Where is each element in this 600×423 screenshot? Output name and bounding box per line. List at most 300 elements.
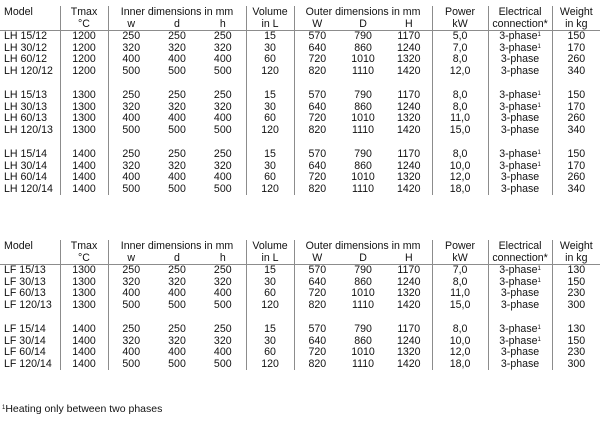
electrical-cell xyxy=(488,66,552,78)
footnote-ref: 1 xyxy=(537,32,541,39)
spacer-cell xyxy=(0,136,60,149)
electrical-value: 3-phase xyxy=(500,53,540,66)
inner-h-cell: 500 xyxy=(213,357,232,370)
outer-h-cell: 1170 xyxy=(397,30,421,43)
electrical-cell xyxy=(488,300,552,312)
tmax-cell: 1400 xyxy=(60,359,108,371)
spacer-cell xyxy=(154,136,200,149)
header-outer-d: D xyxy=(340,18,386,31)
header-outer-w: W xyxy=(294,18,340,31)
header-tmax-unit: °C xyxy=(60,252,108,265)
weight-cell: 170 xyxy=(552,43,600,55)
outer-w-cell: 820 xyxy=(294,66,340,78)
weight-cell: 340 xyxy=(552,66,600,78)
header-electrical-sub: connection* xyxy=(488,252,552,265)
inner-w-cell: 400 xyxy=(108,54,154,66)
power-cell: 15,0 xyxy=(432,125,488,137)
table-row xyxy=(0,66,600,78)
outer-d-cell: 1010 xyxy=(351,171,375,184)
footnote-ref: 1 xyxy=(537,150,541,157)
volume-cell: 120 xyxy=(246,66,294,78)
header-volume: Volume xyxy=(246,6,294,18)
outer-d-cell: 860 xyxy=(354,334,372,347)
volume-cell: 60 xyxy=(246,288,294,300)
volume-cell: 120 xyxy=(246,300,294,312)
electrical-value: 3-phase xyxy=(499,323,538,336)
model-cell: LH 60/14 xyxy=(4,171,47,184)
outer-w-cell: 720 xyxy=(294,288,340,300)
inner-w-cell: 250 xyxy=(108,31,154,43)
header-tmax: Tmax xyxy=(60,6,108,18)
power-cell: 18,0 xyxy=(432,184,488,196)
model-cell: LF 60/13 xyxy=(4,287,46,300)
spacer-cell xyxy=(60,136,108,149)
lh-spec-table xyxy=(0,6,600,195)
outer-d-cell: 1110 xyxy=(352,298,375,311)
inner-h-cell: 250 xyxy=(213,148,232,161)
header-inner-w: w xyxy=(108,18,154,31)
header-electrical: Electrical xyxy=(488,6,552,18)
footnote-ref: 1 xyxy=(537,325,541,332)
weight-cell: 150 xyxy=(552,336,600,348)
power-cell: 12,0 xyxy=(432,347,488,359)
spacer-cell xyxy=(340,136,386,149)
table-row xyxy=(0,265,600,277)
inner-h-cell: 250 xyxy=(213,89,232,102)
spacer-cell xyxy=(60,77,108,90)
model-cell: LH 120/14 xyxy=(4,182,53,195)
electrical-cell xyxy=(488,184,552,196)
weight-cell: 300 xyxy=(552,359,600,371)
header-volume: Volume xyxy=(246,240,294,252)
electrical-cell xyxy=(488,265,552,277)
inner-h-cell: 500 xyxy=(213,298,232,311)
spacer-cell xyxy=(552,311,600,324)
spacer-cell xyxy=(432,136,488,149)
weight-cell: 130 xyxy=(552,265,600,277)
header-inner-h: h xyxy=(200,252,246,265)
electrical-value: 3-phase xyxy=(499,264,538,277)
outer-h-cell: 1420 xyxy=(397,298,421,311)
inner-h-cell: 400 xyxy=(213,171,232,184)
inner-w-cell: 500 xyxy=(108,66,154,78)
outer-d-cell: 1110 xyxy=(352,182,375,195)
footnote-ref: 1 xyxy=(537,102,541,109)
spacer-cell xyxy=(432,77,488,90)
power-cell: 10,0 xyxy=(432,336,488,348)
inner-w-cell: 500 xyxy=(108,300,154,312)
volume-cell: 60 xyxy=(246,113,294,125)
model-cell: LH 15/13 xyxy=(4,89,47,102)
outer-w-cell: 720 xyxy=(294,113,340,125)
header-volume-unit: in L xyxy=(246,252,294,265)
volume-cell: 120 xyxy=(246,359,294,371)
outer-h-cell: 1240 xyxy=(397,159,421,172)
outer-d-cell: 1110 xyxy=(352,64,375,77)
header-power-unit: kW xyxy=(432,18,488,31)
volume-cell: 15 xyxy=(246,90,294,102)
header-outer-d: D xyxy=(340,252,386,265)
table-row xyxy=(0,31,600,43)
lf-spec-table xyxy=(0,240,600,370)
inner-w-cell: 250 xyxy=(108,265,154,277)
inner-d-cell: 500 xyxy=(168,182,186,195)
outer-h-cell: 1420 xyxy=(397,182,421,195)
inner-h-cell: 400 xyxy=(213,53,232,66)
outer-h-cell: 1320 xyxy=(397,287,421,300)
outer-h-cell: 1320 xyxy=(397,346,421,359)
footnote-ref: 1 xyxy=(537,43,541,50)
electrical-value: 3-phase xyxy=(500,182,540,195)
inner-d-cell: 320 xyxy=(168,275,186,288)
header-outer-dimensions: Outer dimensions in mm xyxy=(294,6,432,18)
volume-cell: 15 xyxy=(246,324,294,336)
inner-w-cell: 320 xyxy=(108,161,154,173)
volume-cell: 15 xyxy=(246,149,294,161)
outer-w-cell: 570 xyxy=(294,149,340,161)
electrical-value: 3-phase xyxy=(499,100,538,113)
outer-d-cell: 1010 xyxy=(351,346,375,359)
model-cell: LH 120/13 xyxy=(4,123,53,136)
model-cell: LF 15/13 xyxy=(4,264,46,277)
outer-w-cell: 640 xyxy=(294,161,340,173)
spacer-cell xyxy=(552,77,600,90)
outer-h-cell: 1420 xyxy=(397,64,421,77)
inner-h-cell: 500 xyxy=(213,64,232,77)
inner-w-cell: 250 xyxy=(108,149,154,161)
outer-h-cell: 1320 xyxy=(397,53,421,66)
inner-h-cell: 250 xyxy=(213,30,232,43)
inner-h-cell: 400 xyxy=(213,287,232,300)
outer-w-cell: 570 xyxy=(294,265,340,277)
weight-cell: 340 xyxy=(552,184,600,196)
outer-d-cell: 1110 xyxy=(352,123,375,136)
inner-h-cell: 320 xyxy=(213,334,232,347)
volume-cell: 30 xyxy=(246,336,294,348)
model-cell: LH 30/13 xyxy=(4,100,47,113)
inner-d-cell: 250 xyxy=(168,323,186,336)
footnote xyxy=(2,403,162,415)
tmax-cell: 1200 xyxy=(60,43,108,55)
weight-cell: 150 xyxy=(552,277,600,289)
tmax-cell: 1400 xyxy=(60,172,108,184)
inner-d-cell: 400 xyxy=(168,112,186,125)
spacer-cell xyxy=(200,136,246,149)
electrical-value: 3-phase xyxy=(499,159,538,172)
tmax-cell: 1400 xyxy=(60,324,108,336)
outer-w-cell: 570 xyxy=(294,31,340,43)
header-weight: Weight xyxy=(552,6,600,18)
model-cell: LH 30/12 xyxy=(4,41,47,54)
tmax-cell: 1400 xyxy=(60,161,108,173)
spacer-cell xyxy=(154,77,200,90)
weight-cell: 170 xyxy=(552,102,600,114)
weight-cell: 260 xyxy=(552,54,600,66)
outer-w-cell: 640 xyxy=(294,43,340,55)
model-cell: LH 30/14 xyxy=(4,159,47,172)
outer-h-cell: 1170 xyxy=(397,89,421,102)
spacer-cell xyxy=(294,136,340,149)
volume-cell: 15 xyxy=(246,265,294,277)
footnote-ref: 1 xyxy=(537,266,541,273)
power-cell: 8,0 xyxy=(432,54,488,66)
header-weight-unit: in kg xyxy=(552,252,600,265)
inner-h-cell: 320 xyxy=(213,41,232,54)
outer-h-cell: 1170 xyxy=(397,264,421,277)
inner-w-cell: 400 xyxy=(108,172,154,184)
outer-d-cell: 790 xyxy=(354,89,372,102)
inner-w-cell: 250 xyxy=(108,324,154,336)
weight-cell: 150 xyxy=(552,31,600,43)
outer-w-cell: 720 xyxy=(294,54,340,66)
inner-w-cell: 320 xyxy=(108,336,154,348)
table-row xyxy=(0,300,600,312)
header-inner-dimensions: Inner dimensions in mm xyxy=(108,240,246,252)
footnote-text: Heating only between two phases xyxy=(5,403,163,415)
model-cell: LF 120/13 xyxy=(4,298,52,311)
outer-w-cell: 820 xyxy=(294,300,340,312)
table-row xyxy=(0,125,600,137)
weight-cell: 300 xyxy=(552,300,600,312)
footnote-ref: 1 xyxy=(537,277,541,284)
tmax-cell: 1300 xyxy=(60,125,108,137)
outer-h-cell: 1170 xyxy=(397,323,421,336)
inner-h-cell: 320 xyxy=(213,159,232,172)
outer-h-cell: 1170 xyxy=(397,148,421,161)
header-model: Model xyxy=(4,5,33,18)
outer-h-cell: 1240 xyxy=(397,275,421,288)
electrical-value: 3-phase xyxy=(499,334,538,347)
electrical-value: 3-phase xyxy=(500,357,540,370)
power-cell: 12,0 xyxy=(432,66,488,78)
inner-w-cell: 400 xyxy=(108,347,154,359)
volume-cell: 60 xyxy=(246,172,294,184)
electrical-value: 3-phase xyxy=(500,287,540,300)
inner-d-cell: 320 xyxy=(168,159,186,172)
spacer-cell xyxy=(154,311,200,324)
spacer-cell xyxy=(340,77,386,90)
outer-w-cell: 640 xyxy=(294,102,340,114)
inner-h-cell: 250 xyxy=(213,264,232,277)
tmax-cell: 1400 xyxy=(60,336,108,348)
volume-cell: 30 xyxy=(246,277,294,289)
weight-cell: 260 xyxy=(552,113,600,125)
inner-d-cell: 250 xyxy=(168,30,186,43)
model-cell: LH 15/12 xyxy=(4,30,47,43)
footnote-ref: 1 xyxy=(537,91,541,98)
outer-w-cell: 640 xyxy=(294,277,340,289)
tmax-cell: 1200 xyxy=(60,54,108,66)
table-row xyxy=(0,184,600,196)
electrical-value: 3-phase xyxy=(499,30,538,43)
tmax-cell: 1300 xyxy=(60,113,108,125)
inner-w-cell: 320 xyxy=(108,277,154,289)
inner-w-cell: 320 xyxy=(108,43,154,55)
power-cell: 10,0 xyxy=(432,161,488,173)
power-cell: 7,0 xyxy=(432,43,488,55)
inner-w-cell: 500 xyxy=(108,184,154,196)
spacer-cell xyxy=(0,311,60,324)
outer-w-cell: 640 xyxy=(294,336,340,348)
outer-w-cell: 570 xyxy=(294,90,340,102)
inner-d-cell: 320 xyxy=(168,334,186,347)
footnote-ref: 1 xyxy=(537,336,541,343)
tmax-cell: 1300 xyxy=(60,277,108,289)
header-inner-d: d xyxy=(154,252,200,265)
power-cell: 8,0 xyxy=(432,324,488,336)
power-cell: 15,0 xyxy=(432,300,488,312)
power-cell: 8,0 xyxy=(432,102,488,114)
inner-d-cell: 400 xyxy=(168,53,186,66)
spacer-cell xyxy=(386,77,432,90)
header-outer-w: W xyxy=(294,252,340,265)
electrical-cell xyxy=(488,125,552,137)
spacer-cell xyxy=(200,77,246,90)
spacer-cell xyxy=(488,311,552,324)
header-model-blank xyxy=(0,252,60,265)
footnote-ref: 1 xyxy=(537,161,541,168)
inner-w-cell: 320 xyxy=(108,102,154,114)
power-cell: 11,0 xyxy=(432,113,488,125)
spacer-cell xyxy=(108,77,154,90)
spacer-cell xyxy=(340,311,386,324)
inner-h-cell: 500 xyxy=(213,123,232,136)
electrical-value: 3-phase xyxy=(500,64,540,77)
header-inner-w: w xyxy=(108,252,154,265)
spacer-cell xyxy=(432,311,488,324)
power-cell: 12,0 xyxy=(432,172,488,184)
spacer-cell xyxy=(488,77,552,90)
inner-d-cell: 320 xyxy=(168,41,186,54)
tmax-cell: 1300 xyxy=(60,288,108,300)
tmax-cell: 1300 xyxy=(60,265,108,277)
weight-cell: 170 xyxy=(552,161,600,173)
header-volume-unit: in L xyxy=(246,18,294,31)
weight-cell: 130 xyxy=(552,324,600,336)
outer-w-cell: 720 xyxy=(294,172,340,184)
inner-w-cell: 400 xyxy=(108,113,154,125)
volume-cell: 120 xyxy=(246,125,294,137)
outer-h-cell: 1420 xyxy=(397,123,421,136)
outer-w-cell: 720 xyxy=(294,347,340,359)
outer-w-cell: 820 xyxy=(294,125,340,137)
spacer-cell xyxy=(108,136,154,149)
volume-cell: 60 xyxy=(246,347,294,359)
weight-cell: 150 xyxy=(552,149,600,161)
volume-cell: 30 xyxy=(246,161,294,173)
tmax-cell: 1400 xyxy=(60,347,108,359)
volume-cell: 120 xyxy=(246,184,294,196)
tmax-cell: 1300 xyxy=(60,300,108,312)
tmax-cell: 1400 xyxy=(60,184,108,196)
inner-w-cell: 500 xyxy=(108,359,154,371)
electrical-value: 3-phase xyxy=(499,41,538,54)
inner-d-cell: 500 xyxy=(168,298,186,311)
inner-w-cell: 500 xyxy=(108,125,154,137)
inner-d-cell: 250 xyxy=(168,89,186,102)
header-power-unit: kW xyxy=(432,252,488,265)
header-inner-d: d xyxy=(154,18,200,31)
weight-cell: 230 xyxy=(552,347,600,359)
header-power: Power xyxy=(432,240,488,252)
spacer-cell xyxy=(386,136,432,149)
spacer-cell xyxy=(294,311,340,324)
inner-d-cell: 250 xyxy=(168,148,186,161)
model-cell: LH 120/12 xyxy=(4,64,53,77)
header-weight-unit: in kg xyxy=(552,18,600,31)
outer-d-cell: 790 xyxy=(354,264,372,277)
volume-cell: 15 xyxy=(246,31,294,43)
inner-h-cell: 320 xyxy=(213,100,232,113)
outer-d-cell: 790 xyxy=(354,30,372,43)
outer-d-cell: 860 xyxy=(354,41,372,54)
outer-h-cell: 1240 xyxy=(397,41,421,54)
header-tmax: Tmax xyxy=(60,240,108,252)
electrical-value: 3-phase xyxy=(500,298,540,311)
model-cell: LH 60/12 xyxy=(4,53,47,66)
outer-d-cell: 860 xyxy=(354,275,372,288)
model-cell: LF 30/13 xyxy=(4,275,46,288)
footnote-mark: 1 xyxy=(2,405,6,411)
header-weight: Weight xyxy=(552,240,600,252)
inner-w-cell: 400 xyxy=(108,288,154,300)
power-cell: 5,0 xyxy=(432,31,488,43)
outer-d-cell: 1010 xyxy=(351,112,375,125)
tmax-cell: 1200 xyxy=(60,66,108,78)
header-model: Model xyxy=(4,239,33,252)
header-outer-dimensions: Outer dimensions in mm xyxy=(294,240,432,252)
header-electrical: Electrical xyxy=(488,240,552,252)
outer-h-cell: 1240 xyxy=(397,334,421,347)
header-tmax-unit: °C xyxy=(60,18,108,31)
spacer-cell xyxy=(246,311,294,324)
weight-cell: 150 xyxy=(552,90,600,102)
header-outer-h: H xyxy=(386,252,432,265)
model-cell: LH 15/14 xyxy=(4,148,47,161)
outer-d-cell: 1110 xyxy=(352,357,375,370)
header-power: Power xyxy=(432,6,488,18)
inner-h-cell: 400 xyxy=(213,112,232,125)
tmax-cell: 1200 xyxy=(60,31,108,43)
spacer-cell xyxy=(0,77,60,90)
outer-d-cell: 1010 xyxy=(351,53,375,66)
electrical-value: 3-phase xyxy=(500,123,540,136)
inner-d-cell: 500 xyxy=(168,357,186,370)
power-cell: 8,0 xyxy=(432,149,488,161)
electrical-value: 3-phase xyxy=(499,89,538,102)
tmax-cell: 1300 xyxy=(60,102,108,114)
spacer-cell xyxy=(108,311,154,324)
electrical-value: 3-phase xyxy=(499,148,538,161)
outer-h-cell: 1240 xyxy=(397,100,421,113)
inner-d-cell: 500 xyxy=(168,64,186,77)
spacer-cell xyxy=(386,311,432,324)
volume-cell: 30 xyxy=(246,102,294,114)
power-cell: 8,0 xyxy=(432,277,488,289)
inner-d-cell: 320 xyxy=(168,100,186,113)
weight-cell: 260 xyxy=(552,172,600,184)
inner-w-cell: 250 xyxy=(108,90,154,102)
outer-d-cell: 860 xyxy=(354,159,372,172)
table-row xyxy=(0,359,600,371)
inner-d-cell: 400 xyxy=(168,171,186,184)
tmax-cell: 1300 xyxy=(60,90,108,102)
electrical-value: 3-phase xyxy=(500,346,540,359)
electrical-cell xyxy=(488,31,552,43)
header-outer-h: H xyxy=(386,18,432,31)
inner-h-cell: 400 xyxy=(213,346,232,359)
outer-d-cell: 1010 xyxy=(351,287,375,300)
